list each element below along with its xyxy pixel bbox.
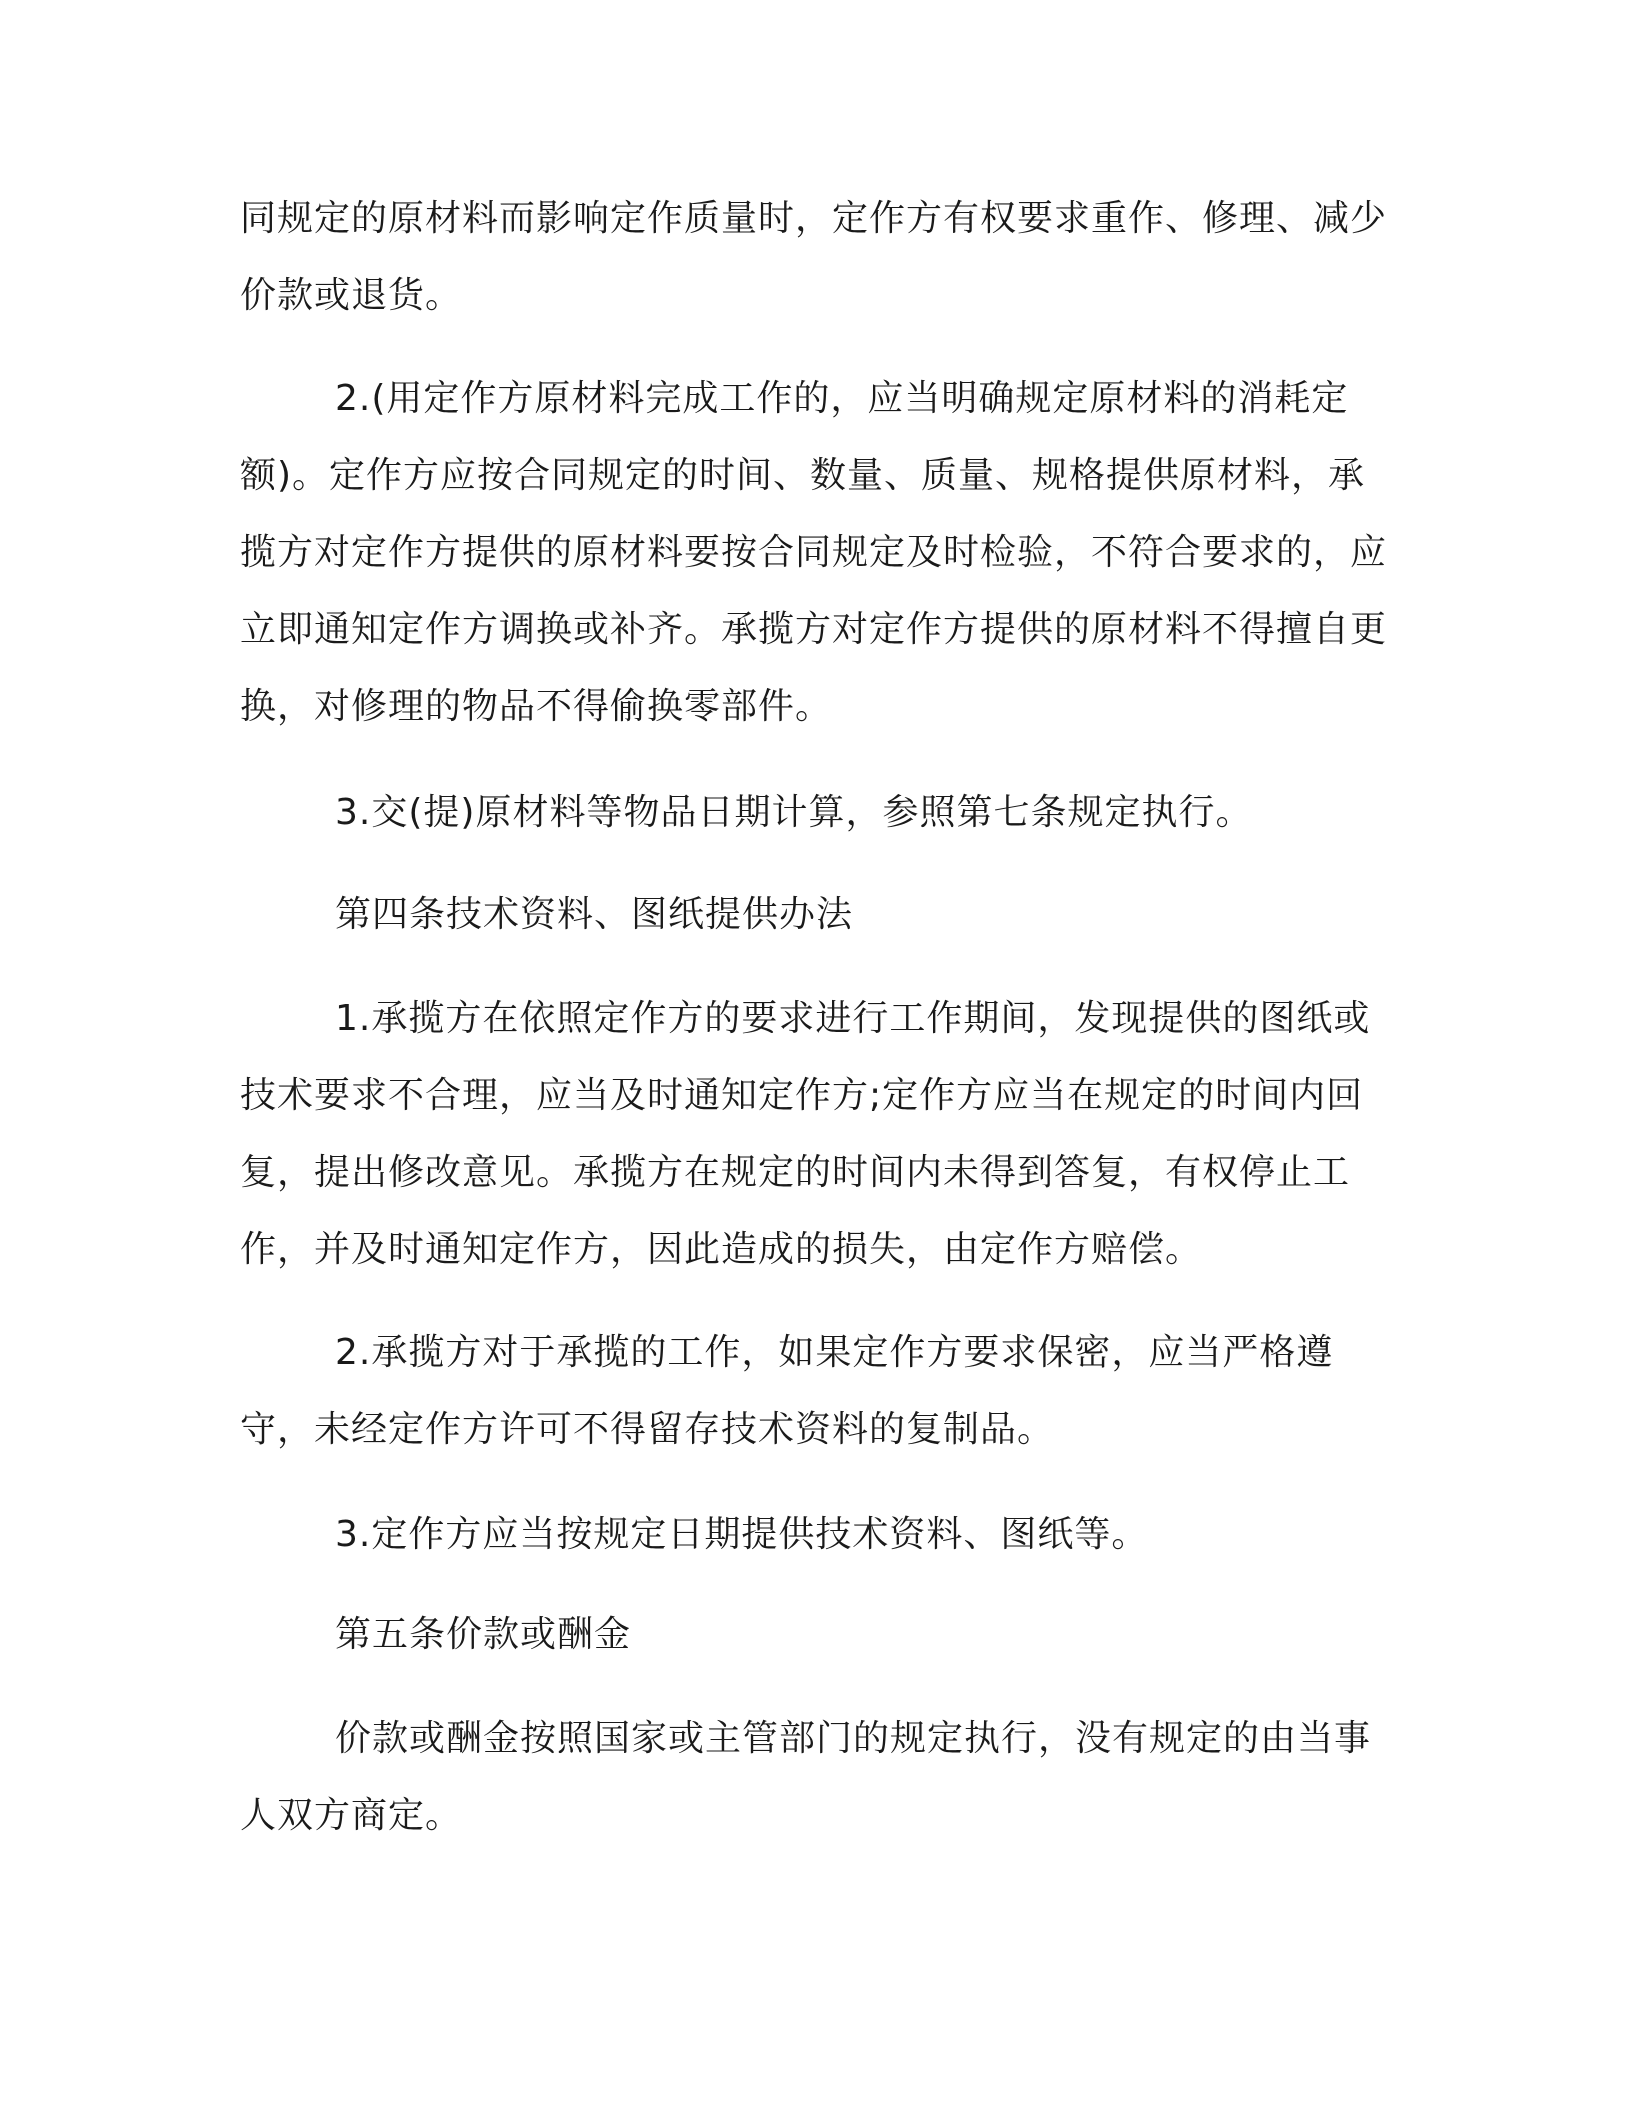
paragraph-continuation: 同规定的原材料而影响定作质量时，定作方有权要求重作、修理、减少价款或退货。 <box>240 198 1388 316</box>
paragraph-item-3-delivery-date: 3.交(提)原材料等物品日期计算，参照第七条规定执行。 <box>335 792 1253 833</box>
section-heading-article-5: 第五条价款或酬金 <box>335 1614 632 1655</box>
paragraph-item-2-materials: 2.(用定作方原材料完成工作的，应当明确规定原材料的消耗定额)。定作方应按合同规定的时间、数量、质量、规格提供原材料，承揽方对定作方提供的原材料要按合同规定及时检验，不符合要求的，应立即通知定作方调换或补齐。承揽方对定作方提供的原材料不得擅自更换，对修理的物品不得偷换零部件。 <box>240 378 1388 727</box>
paragraph-item-1-drawings: 1.承揽方在依照定作方的要求进行工作期间，发现提供的图纸或技术要求不合理，应当及时通知定作方;定作方应当在规定的时间内回复，提出修改意见。承揽方在规定的时间内未得到答复，有权停止工作，并及时通知定作方，因此造成的损失，由定作方赔偿。 <box>240 998 1371 1270</box>
section-heading-article-4: 第四条技术资料、图纸提供办法 <box>335 894 854 935</box>
paragraph-item-3-technical-data: 3.定作方应当按规定日期提供技术资料、图纸等。 <box>335 1514 1149 1555</box>
paragraph-price-remuneration: 价款或酬金按照国家或主管部门的规定执行，没有规定的由当事人双方商定。 <box>240 1718 1372 1836</box>
paragraph-item-2-confidentiality: 2.承揽方对于承揽的工作，如果定作方要求保密，应当严格遵守，未经定作方许可不得留存技术资料的复制品。 <box>240 1332 1334 1450</box>
